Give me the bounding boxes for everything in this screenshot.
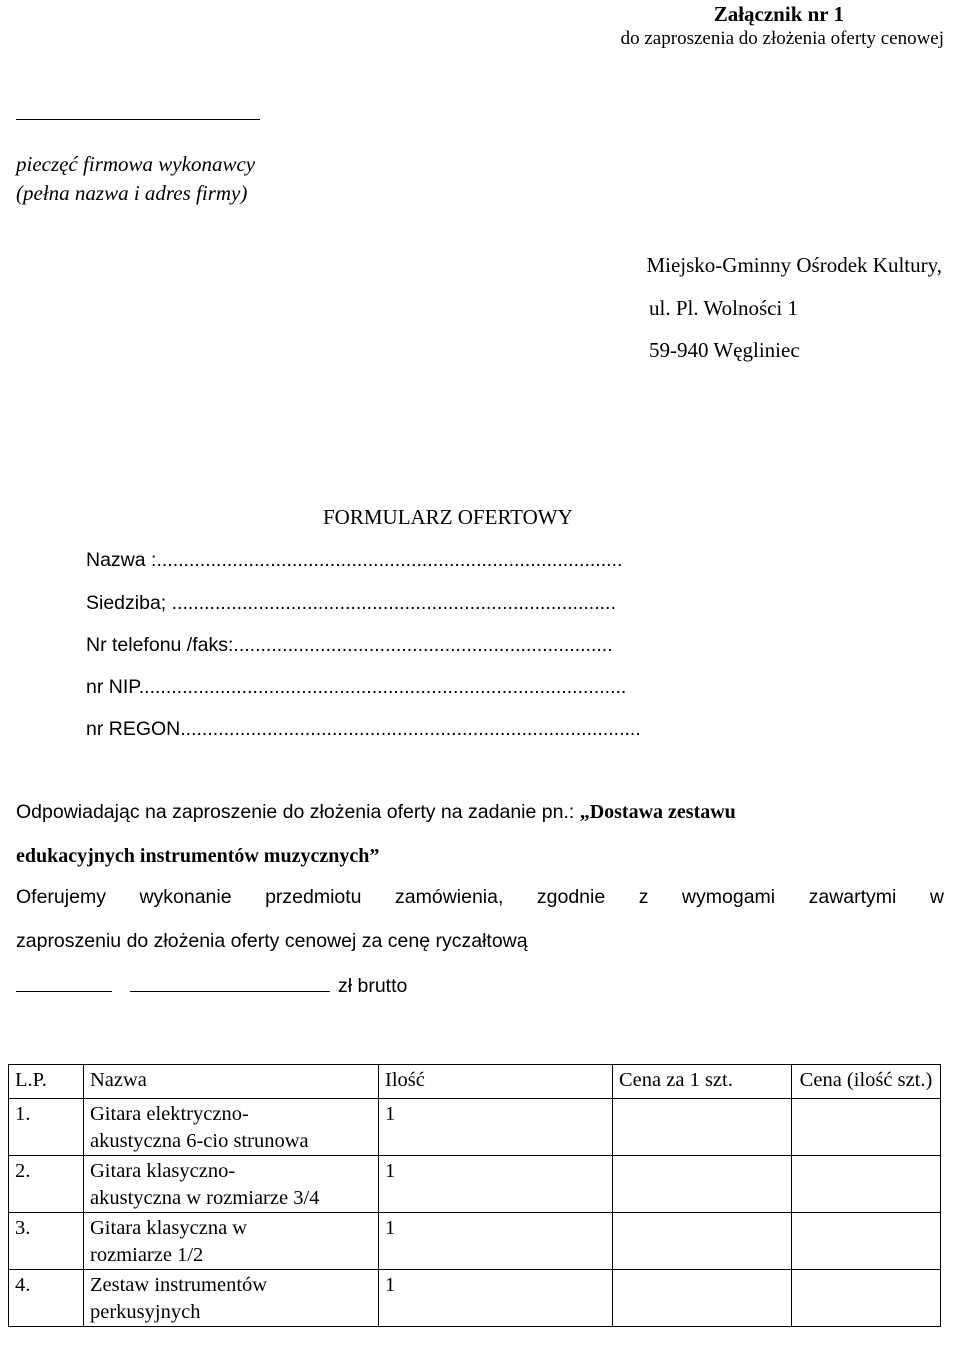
row-name — [84, 1270, 379, 1327]
row-name-line2: rozmiarze 1/2 — [90, 1244, 204, 1266]
row-qty: 1 — [379, 1156, 613, 1213]
stamp-label: pieczęć firmowa wykonawcy — [16, 152, 256, 176]
price-currency-label: zł brutto — [338, 975, 408, 997]
row-lp: 3. — [9, 1213, 84, 1270]
task-name-line1: „Dostawa zestawu — [579, 801, 736, 823]
row-qty: 1 — [379, 1270, 613, 1327]
row-lp: 1. — [9, 1099, 84, 1156]
row-unit-price[interactable] — [613, 1270, 792, 1327]
price-line-long[interactable] — [130, 971, 330, 992]
annex-subtitle: do zaproszenia do złożenia oferty cenowej — [620, 28, 944, 49]
row-name-line1: Zestaw instrumentów — [90, 1274, 268, 1296]
row-unit-price[interactable] — [613, 1156, 792, 1213]
header-name: Nazwa — [84, 1065, 379, 1099]
row-name-line1: Gitara klasyczna w — [90, 1217, 248, 1239]
recipient-name: Miejsko-Gminny Ośrodek Kultury, — [646, 253, 942, 277]
offer-word: przedmiotu — [265, 886, 362, 908]
offer-word: zawartymi — [808, 886, 897, 908]
row-total-price[interactable] — [792, 1213, 941, 1270]
row-name-line2: akustyczna w rozmiarze 3/4 — [90, 1187, 320, 1209]
field-phone[interactable]: Nr telefonu /faks:...................................................................... — [86, 634, 613, 656]
row-lp: 4. — [9, 1270, 84, 1327]
offer-word: Oferujemy — [16, 886, 106, 908]
table-header-row — [9, 1065, 941, 1099]
recipient-street: ul. Pl. Wolności 1 — [649, 296, 799, 320]
row-qty: 1 — [379, 1099, 613, 1156]
offer-statement-line1 — [16, 886, 944, 909]
stamp-signature-line — [16, 105, 260, 120]
row-lp: 2. — [9, 1156, 84, 1213]
offer-statement-line2: zaproszeniu do złożenia oferty cenowej za cenę ryczałtową — [16, 930, 528, 952]
annex-title: Załącznik nr 1 — [713, 2, 844, 26]
row-name-line2: perkusyjnych — [90, 1301, 201, 1323]
row-total-price[interactable] — [792, 1099, 941, 1156]
row-name — [84, 1213, 379, 1270]
row-name — [84, 1156, 379, 1213]
stamp-sublabel: (pełna nazwa i adres firmy) — [16, 181, 248, 205]
field-name[interactable]: Nazwa :...................................................................................... — [86, 549, 623, 571]
row-total-price[interactable] — [792, 1156, 941, 1213]
row-unit-price[interactable] — [613, 1099, 792, 1156]
header-unit-price: Cena za 1 szt. — [613, 1065, 792, 1099]
offer-word: zamówienia, — [395, 886, 504, 908]
row-name-line1: Gitara elektryczno- — [90, 1103, 249, 1125]
row-qty: 1 — [379, 1213, 613, 1270]
header-qty: Ilość — [379, 1065, 613, 1099]
field-seat[interactable]: Siedziba; .................................................................................. — [86, 592, 616, 614]
task-name-line2: edukacyjnych instrumentów muzycznych” — [16, 845, 380, 867]
row-name-line1: Gitara klasyczno- — [90, 1160, 236, 1182]
offer-word: z — [638, 886, 649, 908]
price-field — [16, 971, 407, 998]
row-name — [84, 1099, 379, 1156]
price-line-short[interactable] — [16, 971, 112, 992]
header-total-price: Cena (ilość szt.) — [792, 1065, 941, 1099]
header-lp: L.P. — [9, 1065, 84, 1099]
items-table — [8, 1064, 941, 1327]
table-row — [9, 1213, 941, 1270]
offer-word: wymogami — [681, 886, 776, 908]
recipient-city: 59-940 Węgliniec — [649, 338, 800, 362]
field-nip[interactable]: nr NIP.......................................................................................... — [86, 676, 627, 698]
table-row — [9, 1099, 941, 1156]
form-title: FORMULARZ OFERTOWY — [323, 505, 573, 529]
offer-word: w — [929, 886, 944, 908]
offer-word: zgodnie — [536, 886, 606, 908]
table-row — [9, 1156, 941, 1213]
offer-word: wykonanie — [139, 886, 232, 908]
table-row — [9, 1270, 941, 1327]
intro-text: Odpowiadając na zaproszenie do złożenia oferty na zadanie pn.: — [16, 801, 580, 823]
row-unit-price[interactable] — [613, 1213, 792, 1270]
row-total-price[interactable] — [792, 1270, 941, 1327]
row-name-line2: akustyczna 6-cio strunowa — [90, 1130, 309, 1152]
field-regon[interactable]: nr REGON..................................................................................... — [86, 718, 641, 740]
intro-paragraph — [16, 801, 736, 824]
